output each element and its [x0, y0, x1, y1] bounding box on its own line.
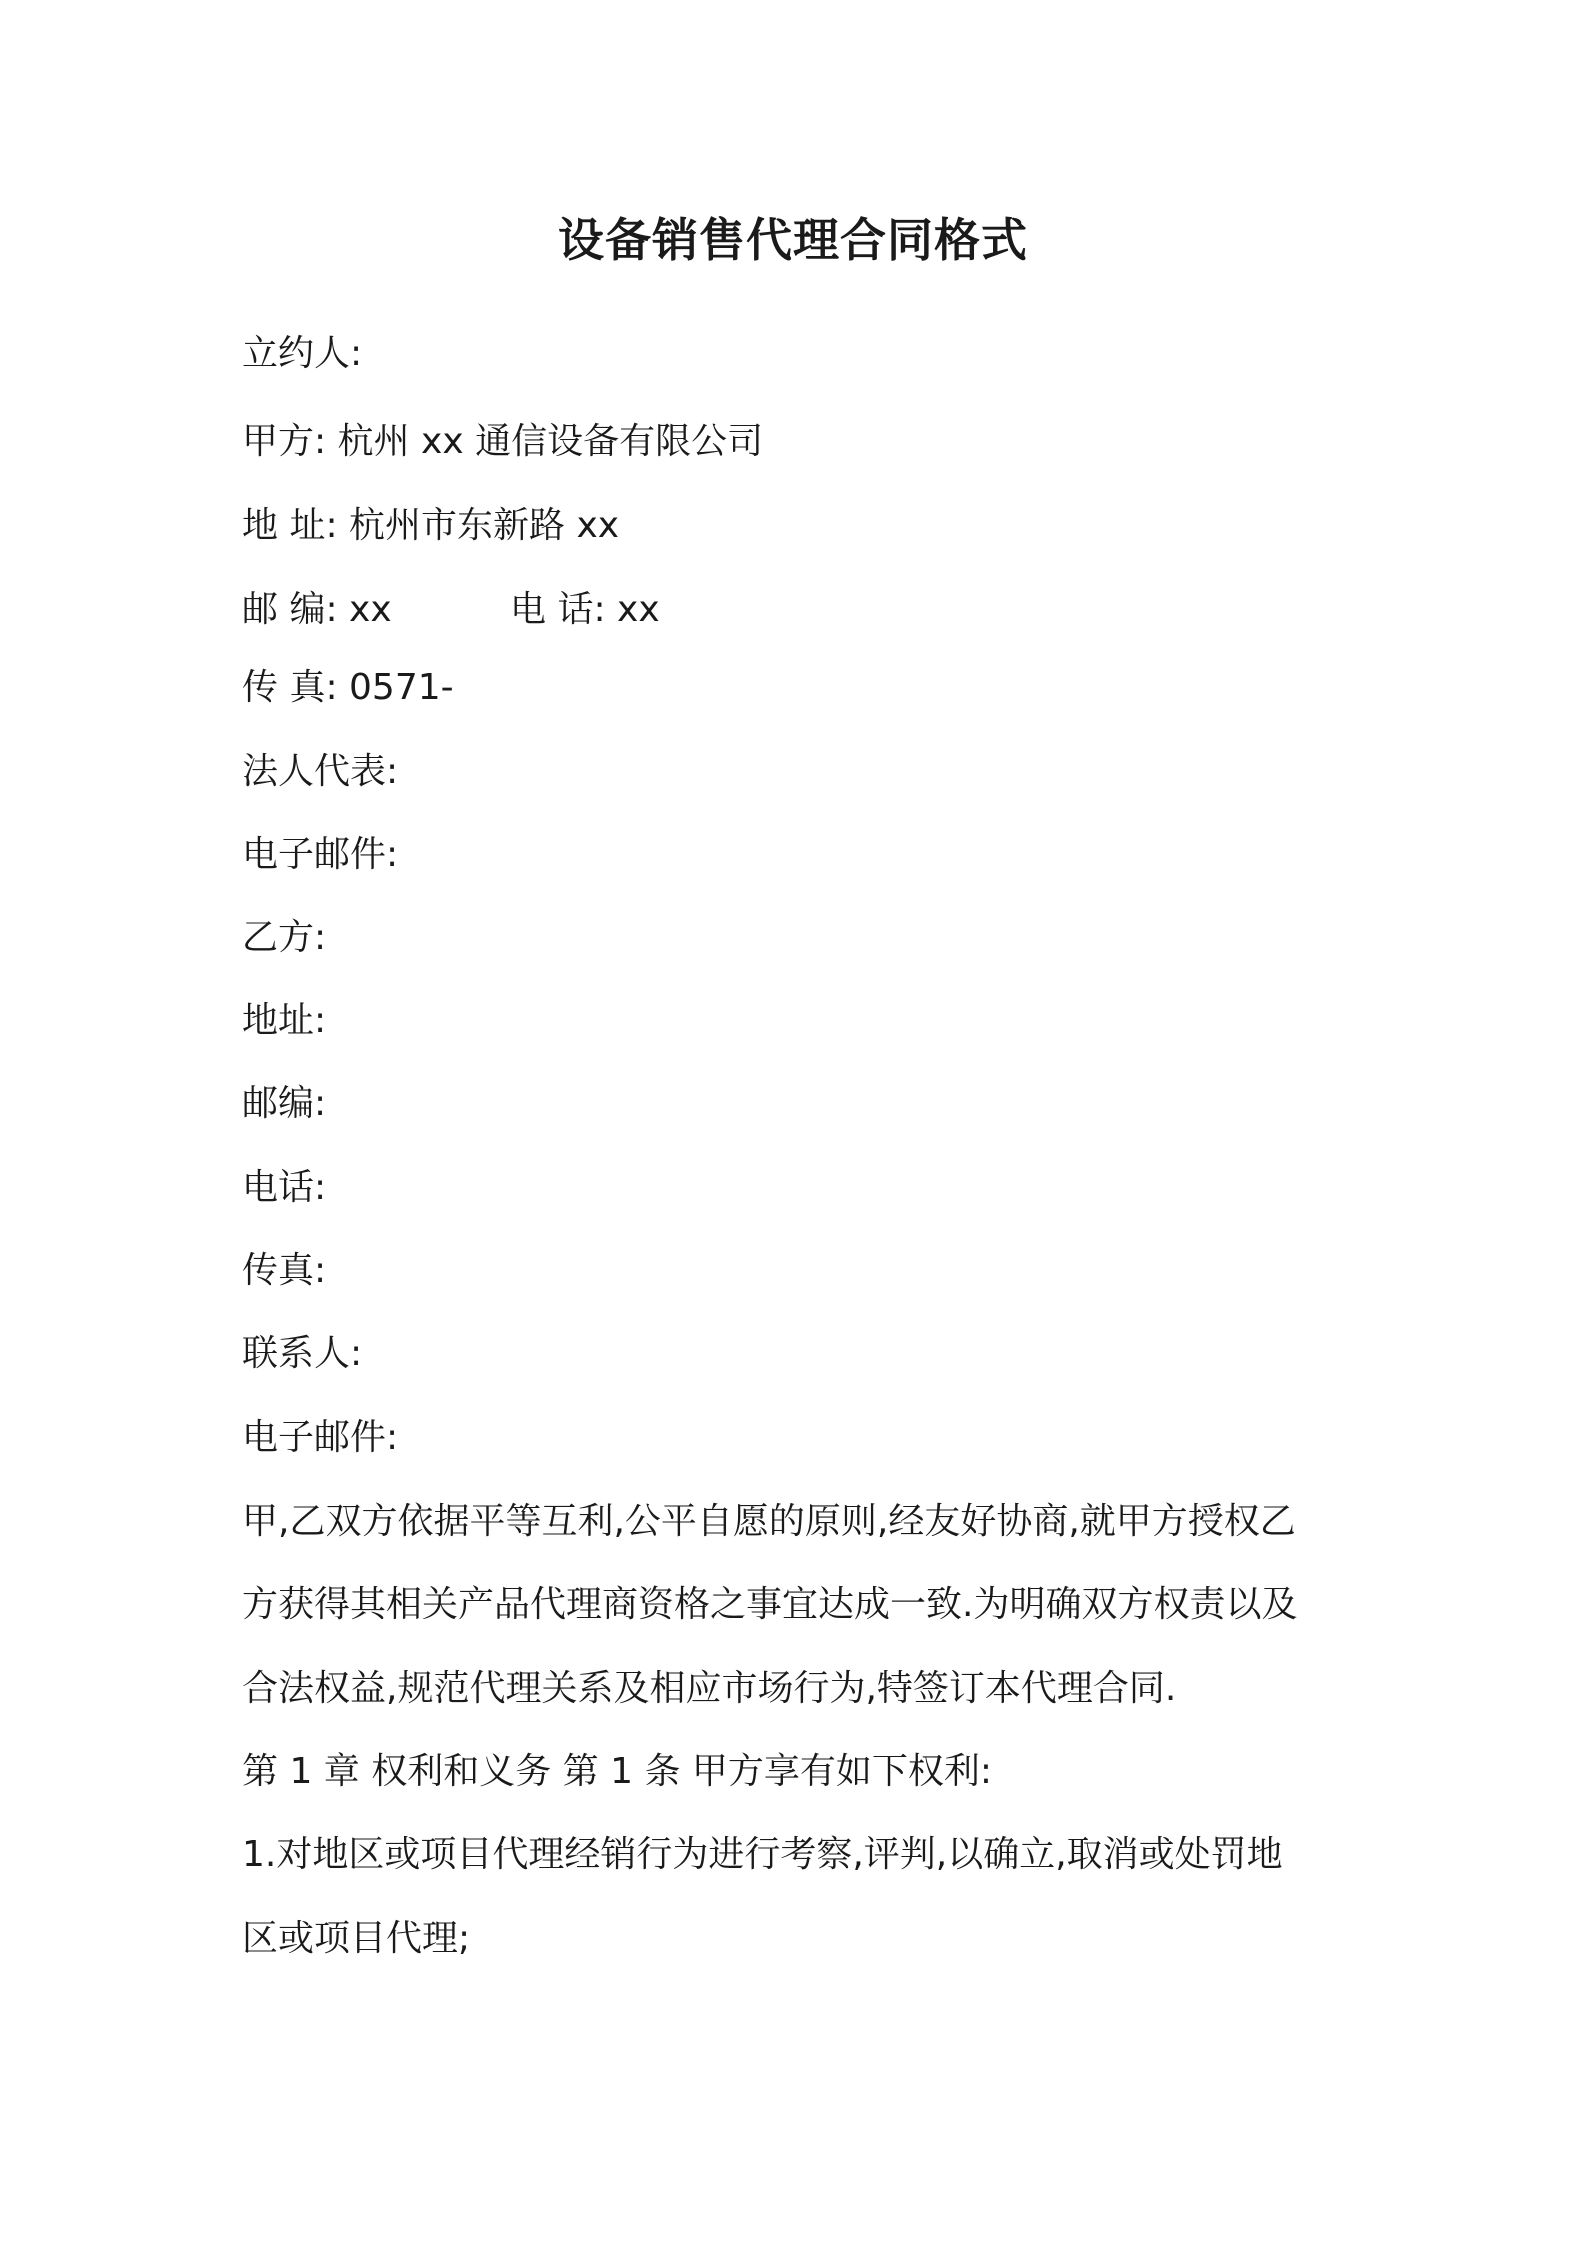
party-b-contact: 联系人:: [242, 1333, 363, 1374]
preamble-line: 合法权益,规范代理关系及相应市场行为,特签订本代理合同.: [242, 1668, 1177, 1709]
signatories-label: 立约人:: [242, 333, 363, 374]
party-a-postcode: 邮 编: xx: [242, 589, 392, 630]
preamble-line: 方获得其相关产品代理商资格之事宜达成一致.为明确双方权责以及: [242, 1584, 1298, 1625]
document-title: 设备销售代理合同格式: [558, 213, 1028, 267]
party-a-name: 甲方: 杭州 xx 通信设备有限公司: [242, 421, 764, 462]
clause-line: 1.对地区或项目代理经销行为进行考察,评判,以确立,取消或处罚地: [242, 1834, 1283, 1875]
party-b-address: 地址:: [242, 1000, 327, 1041]
party-a-fax: 传 真: 0571-: [242, 667, 454, 708]
party-a-phone: 电 话: xx: [510, 589, 660, 630]
chapter-heading: 第 1 章 权利和义务 第 1 条 甲方享有如下权利:: [242, 1751, 993, 1792]
party-b-phone: 电话:: [242, 1167, 327, 1208]
clause-line: 区或项目代理;: [242, 1918, 471, 1959]
party-b-fax: 传真:: [242, 1250, 327, 1291]
party-a-address: 地 址: 杭州市东新路 xx: [242, 505, 620, 546]
party-a-legal-rep: 法人代表:: [242, 751, 399, 792]
party-b-postcode: 邮编:: [242, 1083, 327, 1124]
preamble-line: 甲,乙双方依据平等互利,公平自愿的原则,经友好协商,就甲方授权乙: [242, 1501, 1296, 1542]
party-a-email: 电子邮件:: [242, 834, 399, 875]
party-b-email: 电子邮件:: [242, 1417, 399, 1458]
party-b-name: 乙方:: [242, 917, 327, 958]
